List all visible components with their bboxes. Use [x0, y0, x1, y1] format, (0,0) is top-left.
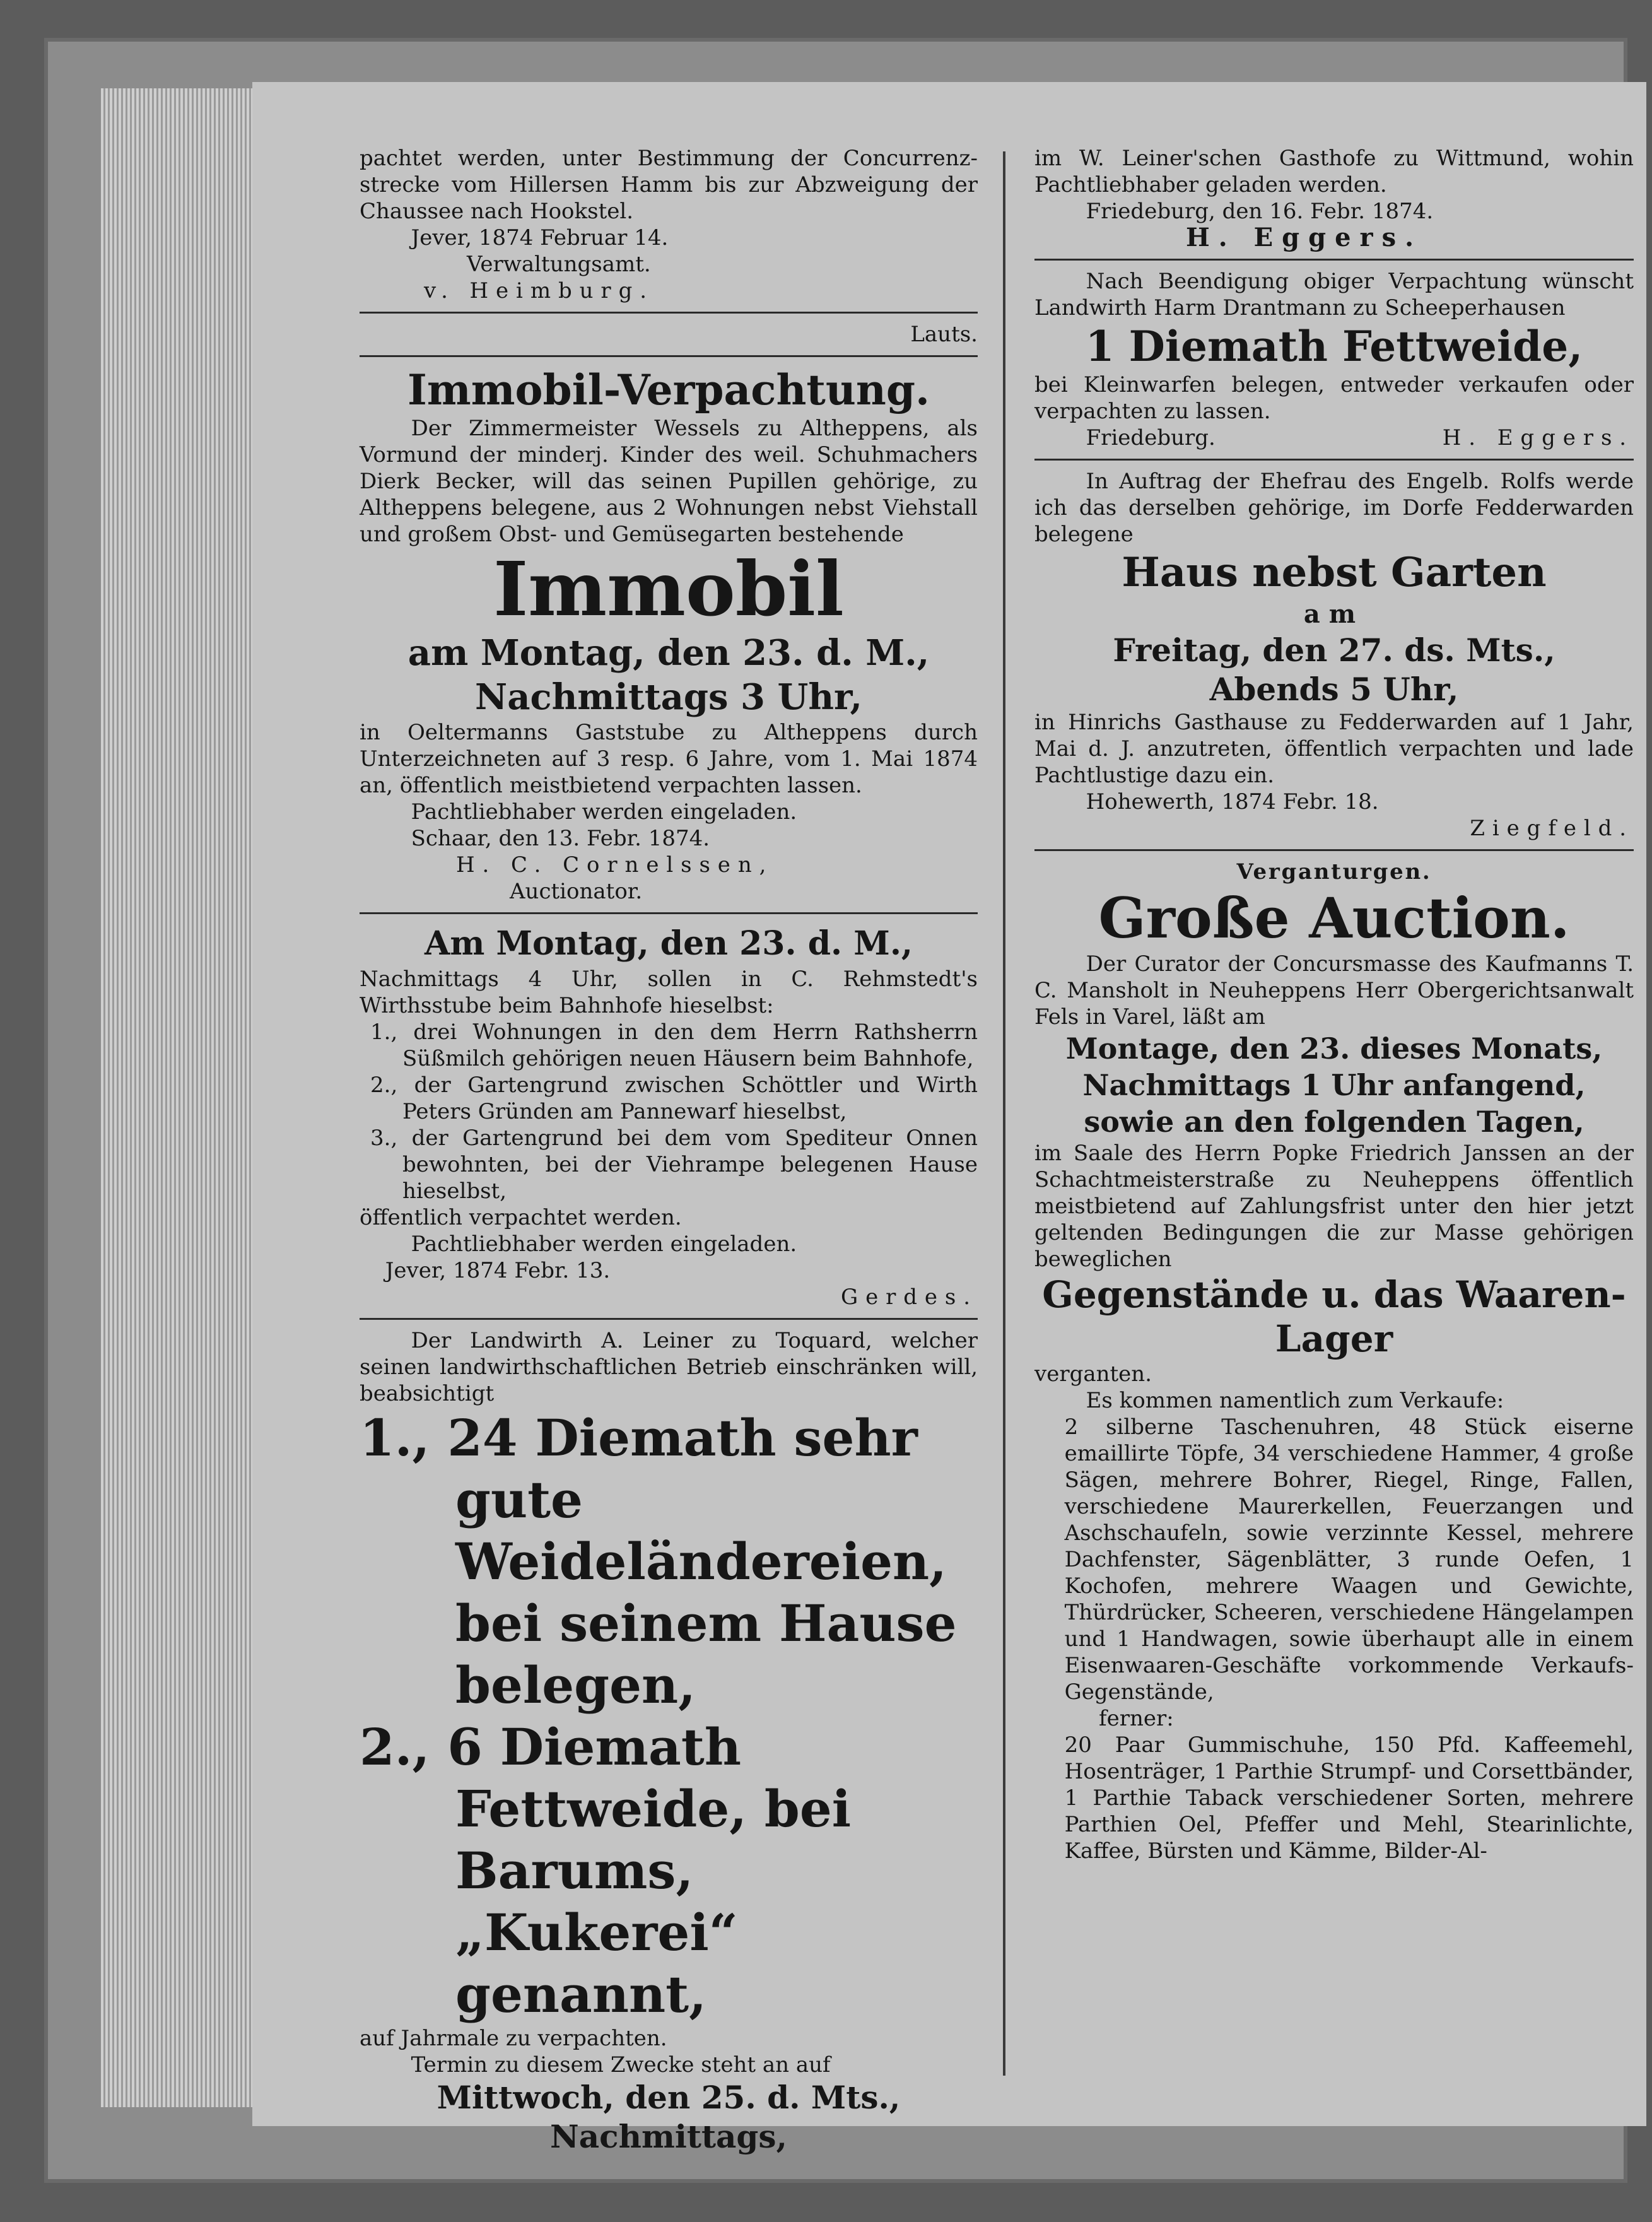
- rule: [360, 1318, 978, 1320]
- ad-line: auf Jahrmale zu verpachten.: [360, 2026, 667, 2051]
- ad-signer: Ziegfeld.: [1470, 816, 1634, 841]
- ad-intro: Nach Beendigung obiger Verpachtung wünscht Landwirth Harm Drantmann zu Scheeperhausen: [1034, 269, 1634, 320]
- ad-place: Jever, 1874 Febr. 13.: [385, 1258, 611, 1283]
- ad-title: Große Auction.: [1098, 885, 1570, 951]
- ad-verb: verganten.: [1034, 1361, 1152, 1387]
- ad-title: 1 Diemath Fettweide,: [1085, 322, 1583, 371]
- ad-item: 2., 6 Diemath Fettweide, bei Barums, „Kukerei“ genannt,: [360, 1717, 852, 2024]
- ad-signer: H. C. Cornelssen,: [456, 852, 774, 878]
- ad-intro: Der Zimmermeister Wessels zu Altheppens, als Vormund der minderj. Kinder des weil. Schuhmachers Dierk Becker, will das seinen Pupillen gehörige, zu Altheppens belegene, aus 2 Wohnungen nebst Viehstall und großem Obst- und Gemüsegarten bestehende: [360, 416, 978, 547]
- ad-body: in Oeltermanns Gaststube zu Altheppens durch Unterzeichneten auf 3 resp. 6 Jahre, vom 1. Mai 1874 an, öffentlich meistbietend verpachten lassen.: [360, 720, 978, 798]
- ad-outro: öffentlich verpachtet werden.: [360, 1205, 682, 1230]
- rule: [360, 312, 978, 314]
- right-top-place: Friedeburg, den 16. Febr. 1874.: [1086, 199, 1434, 224]
- ad-auction: [1034, 859, 1634, 1864]
- ad-signer: H. Eggers.: [1442, 425, 1634, 450]
- ad-date: Mittwoch, den 25. d. Mts.,: [436, 2079, 901, 2116]
- ad-line: Termin zu diesem Zwecke steht an auf: [411, 2052, 831, 2078]
- newspaper-page: [252, 82, 1646, 2155]
- ad-intro: Der Curator der Concursmasse des Kaufmanns T. C. Mansholt in Neuheppens Herr Obergerichtsanwalt Fels in Varel, läßt am: [1034, 951, 1634, 1030]
- rule: [1034, 259, 1634, 261]
- ad-item: 1., drei Wohnungen in den dem Herrn Rathsherrn Süßmilch gehörigen neuen Häusern beim Bahnhofe,: [370, 1020, 978, 1071]
- ad-head: Am Montag, den 23. d. M.,: [424, 924, 913, 963]
- ad-am: am: [1303, 599, 1365, 629]
- ad-leiner: [360, 1327, 978, 2156]
- right-column: [1034, 145, 1634, 1864]
- ad-immobil: [360, 365, 978, 905]
- ad-list: 2 silberne Taschenuhren, 48 Stück eiserne emaillirte Töpfe, 34 verschiedene Hammer, 4 große Sägen, mehrere Bohrer, Riegel, Ringe, Fallen, verschiedene Maurerkellen, Feuerzangen und Aschschaufeln, sowie verzinnte Kessel, mehrere Dachfenster, Sägenblätter, 3 runde Oefen, 1 Kochofen, mehrere Waagen und Gewichte, Thürdrücker, Scheeren, verschiedene Hängelampen und 1 Handwagen, sowie überhaupt alle in einem Eisenwaaren-Geschäfte vorkommende Verkaufs-Gegenstände,: [1064, 1414, 1634, 1705]
- ad-invite: Pachtliebhaber werden eingeladen.: [411, 1232, 797, 1257]
- column-rule: [1003, 151, 1005, 2076]
- left-top-signer: v. Heimburg.: [424, 278, 654, 303]
- ad-body: im Saale des Herrn Popke Friedrich Janssen an der Schachtmeisterstraße zu Neuheppens öffentlich meistbietend auf Zahlungsfrist unter den hier jetzt geltenden Bedingungen die zur Masse gehörigen beweglichen: [1034, 1141, 1634, 1272]
- left-top-signer2: Lauts.: [910, 322, 978, 347]
- ad-date: Montage, den 23. dieses Monats,: [1065, 1032, 1603, 1066]
- ad-date: am Montag, den 23. d. M.,: [407, 632, 930, 674]
- ad-signer: Gerdes.: [841, 1284, 978, 1310]
- ad-list: 20 Paar Gummischuhe, 150 Pfd. Kaffeemehl, Hosenträger, 1 Parthie Strumpf- und Corsettbänder, 1 Parthie Taback verschiedener Sorten, mehrere Parthien Oel, Pfeffer und Mehl, Stearinlichte, Kaffee, Bürsten und Kämme, Bilder-Al-: [1064, 1732, 1634, 1864]
- ad-item: 2., der Gartengrund zwischen Schöttler und Wirth Peters Gründen am Pannewarf hieselbst,: [370, 1073, 978, 1124]
- ad-time: Nachmittags 3 Uhr,: [475, 676, 862, 718]
- ad-body: in Hinrichs Gasthause zu Fedderwarden auf 1 Jahr, Mai d. J. anzutreten, öffentlich verpachten und lade Pachtlustige dazu ein.: [1034, 710, 1634, 788]
- ad-item: 3., der Gartengrund bei dem vom Spediteur Onnen bewohnten, bei der Viehrampe belegenen Hause hieselbst,: [370, 1126, 978, 1204]
- left-top-office: Verwaltungsamt.: [467, 252, 651, 277]
- ad-big-title: Immobil: [493, 545, 844, 633]
- ad-role: Auctionator.: [510, 879, 643, 904]
- ad-time: Nachmittags 1 Uhr anfangend,: [1082, 1068, 1586, 1102]
- left-top-text: pachtet werden, unter Bestimmung der Concurrenz-strecke vom Hillersen Hamm bis zur Abzweigung der Chaussee nach Hookstel.: [360, 146, 978, 224]
- ad-place: Hohewerth, 1874 Febr. 18.: [1086, 789, 1379, 814]
- ad-body: bei Kleinwarfen belegen, entweder verkaufen oder verpachten zu lassen.: [1034, 372, 1634, 424]
- ad-date: Freitag, den 27. ds. Mts.,: [1113, 632, 1555, 669]
- left-top-date: Jever, 1874 Februar 14.: [411, 225, 669, 250]
- ad-time: Abends 5 Uhr,: [1209, 671, 1459, 708]
- right-top-signer: H. Eggers.: [1186, 223, 1423, 252]
- ad-goods: Lager: [1275, 1317, 1393, 1360]
- ad-intro: In Auftrag der Ehefrau des Engelb. Rolfs werde ich das derselben gehörige, im Dorfe Fedderwarden belegene: [1034, 469, 1634, 547]
- ad-time: Nachmittags,: [550, 2118, 787, 2155]
- right-top-text: im W. Leiner'schen Gasthofe zu Wittmund, wohin Pachtliebhaber geladen werden.: [1034, 146, 1634, 197]
- ad-haus: [1034, 468, 1634, 842]
- rule: [1034, 459, 1634, 461]
- ad-sale: Es kommen namentlich zum Verkaufe:: [1086, 1388, 1504, 1413]
- ad-place: Schaar, den 13. Febr. 1874.: [411, 826, 710, 851]
- ad-item: 1., 24 Diemath sehr gute Weideländereien, bei seinem Hause belegen,: [360, 1408, 957, 1715]
- ad-days: sowie an den folgenden Tagen,: [1084, 1105, 1585, 1139]
- ad-intro: Nachmittags 4 Uhr, sollen in C. Rehmstedt's Wirthsstube beim Bahnhofe hieselbst:: [360, 967, 978, 1018]
- page-edges: [101, 88, 259, 2107]
- ad-goods: Gegenstände u. das Waaren-: [1042, 1273, 1626, 1316]
- ad-fettweide: [1034, 268, 1634, 451]
- ad-title: Immobil-Verpachtung.: [407, 365, 930, 414]
- rule: [1034, 849, 1634, 851]
- rule: [360, 355, 978, 357]
- ad-intro: Der Landwirth A. Leiner zu Toquard, welcher seinen landwirthschaftlichen Betrieb einschränken will, beabsichtigt: [360, 1328, 978, 1406]
- ad-ferner: ferner:: [1099, 1706, 1174, 1731]
- left-column: [360, 145, 978, 2156]
- ad-invite: Pachtliebhaber werden eingeladen.: [411, 799, 797, 825]
- ad-title: Haus nebst Garten: [1122, 549, 1547, 596]
- rule: [360, 912, 978, 914]
- section-title: Verganturgen.: [1236, 859, 1432, 885]
- ad-place: Friedeburg.: [1086, 425, 1216, 450]
- ad-gardens: [360, 922, 978, 1310]
